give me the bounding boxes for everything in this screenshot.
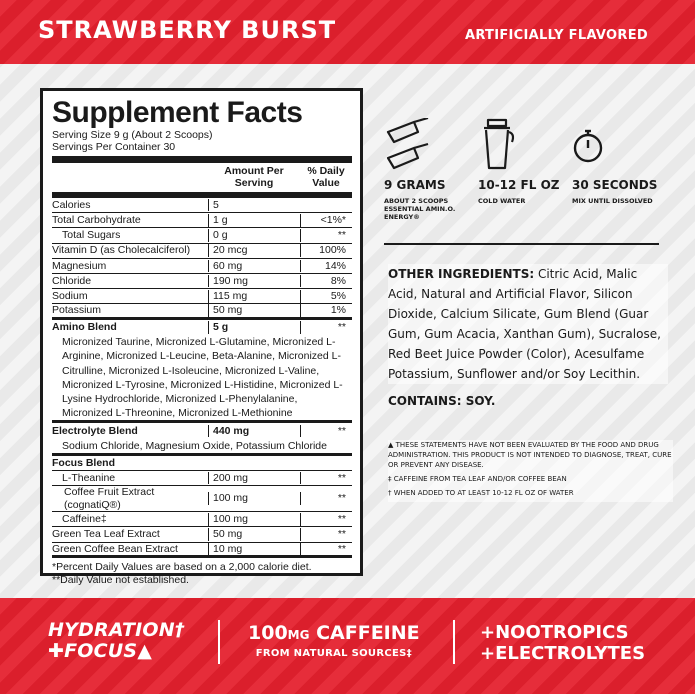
nutrient-name: Calories xyxy=(52,198,91,211)
facts-row xyxy=(52,244,352,259)
facts-row xyxy=(52,228,352,243)
allergen-statement: CONTAINS: SOY. xyxy=(388,394,496,408)
water-detail: COLD WATER xyxy=(478,197,526,205)
nutrient-name: Sodium xyxy=(52,289,88,302)
nutrient-dv: ** xyxy=(300,229,352,242)
facts-row xyxy=(52,198,352,213)
nutrient-dv: ** xyxy=(300,492,352,505)
direction-water xyxy=(478,118,568,205)
nutrient-name: Potassium xyxy=(52,304,102,317)
caffeine-word: CAFFEINE xyxy=(309,622,420,644)
blend-amount: 5 g xyxy=(208,321,300,334)
amino-blend-row xyxy=(52,320,352,335)
blend-name: Electrolyte Blend xyxy=(52,424,138,437)
flavor-name: STRAWBERRY BURST xyxy=(38,16,337,44)
bottom-banner xyxy=(0,598,695,694)
facts-row xyxy=(52,213,352,228)
caffeine-source: FROM NATURAL SOURCES‡ xyxy=(255,648,412,659)
nutrient-name: Vitamin D (as Cholecalciferol) xyxy=(52,244,191,257)
nutrient-name: Green Tea Leaf Extract xyxy=(52,528,160,541)
serving-size: Serving Size 9 g (About 2 Scoops) xyxy=(52,129,213,141)
top-banner xyxy=(0,0,695,64)
facts-row xyxy=(52,274,352,289)
dose-amount: 9 GRAMS xyxy=(384,178,446,192)
nutrient-amount: 5 xyxy=(208,199,300,212)
nutrient-dv: 1% xyxy=(300,304,352,317)
caffeine-callout xyxy=(248,622,420,659)
facts-column-header xyxy=(52,163,352,192)
nutrient-name: Green Coffee Bean Extract xyxy=(52,542,178,555)
nutrient-amount: 60 mg xyxy=(208,260,300,273)
daily-value-header: % Daily Value xyxy=(307,165,345,189)
caffeine-source-note: ‡ CAFFEINE FROM TEA LEAF AND/OR COFFEE BEAN xyxy=(388,475,567,483)
mix-time: 30 SECONDS xyxy=(572,178,658,192)
caffeine-unit: MG xyxy=(287,628,310,642)
shaker-icon xyxy=(478,118,568,172)
nutrient-name: Coffee Fruit Extract (cognatiQ®) xyxy=(64,486,155,511)
nutrient-amount: 200 mg xyxy=(208,472,300,485)
scoop-icon xyxy=(384,118,464,172)
water-note: † WHEN ADDED TO AT LEAST 10-12 FL OZ OF WATER xyxy=(388,489,574,497)
nutrient-dv: 5% xyxy=(300,290,352,303)
directions xyxy=(384,118,659,248)
facts-row xyxy=(52,471,352,486)
nutrient-amount: 100 mg xyxy=(208,492,300,505)
blend-name: Amino Blend xyxy=(52,321,117,334)
nutrient-amount: 0 g xyxy=(208,229,300,242)
thick-divider xyxy=(52,156,352,163)
direction-dose xyxy=(384,118,464,221)
blend-dv: ** xyxy=(300,425,352,438)
dose-detail: ABOUT 2 SCOOPS ESSENTIAL AMIN.O. ENERGY® xyxy=(384,197,456,221)
nutrient-dv: 100% xyxy=(300,244,352,257)
nutrient-dv: 8% xyxy=(300,275,352,288)
facts-row xyxy=(52,486,352,512)
nutrient-dv: ** xyxy=(300,472,352,485)
facts-row xyxy=(52,304,352,320)
other-ingredients-label: OTHER INGREDIENTS: xyxy=(388,267,535,281)
nutrient-dv: ** xyxy=(300,528,352,541)
amount-header: Amount Per Serving xyxy=(224,165,284,189)
water-amount: 10-12 FL OZ xyxy=(478,178,560,192)
nutrient-dv: ** xyxy=(300,543,352,556)
amino-blend-ingredients: Micronized Taurine, Micronized L-Glutamine, Micronized L-Arginine, Micronized L-Leucine, Beta-Alanine, Micronized L-Citrulline, Micronized L-Isoleucine, Micronized L-Valine, Micronized L-Tyrosine, Micronized L-Histidine, Micronized L-Lysine Hydrochloride, Micronized L-Phenylalanine, Micronized L-Threonine, Micronized L-Methionine xyxy=(52,335,352,423)
nutrient-amount: 50 mg xyxy=(208,304,300,317)
facts-row xyxy=(52,259,352,274)
disclaimer-notes xyxy=(388,440,673,502)
facts-row xyxy=(52,527,352,542)
mix-detail: MIX UNTIL DISSOLVED xyxy=(572,197,653,205)
electrolyte-blend-ingredients: Sodium Chloride, Magnesium Oxide, Potassium Chloride xyxy=(52,439,352,456)
flavor-tag: ARTIFICIALLY FLAVORED xyxy=(464,28,648,43)
feature-electrolytes: +ELECTROLYTES xyxy=(480,643,646,664)
footnote-dv: *Percent Daily Values are based on a 2,000 calorie diet. xyxy=(52,561,312,574)
banner-separator xyxy=(218,620,220,664)
nutrient-dv: ** xyxy=(300,513,352,526)
logo-line-focus: ✚FOCUS▲ xyxy=(48,640,153,662)
facts-row xyxy=(52,289,352,304)
caffeine-amount: 100 xyxy=(248,622,288,644)
feature-callout xyxy=(480,622,645,664)
nutrient-name: Total Sugars xyxy=(62,229,121,242)
nutrient-dv: 14% xyxy=(300,260,352,273)
facts-row xyxy=(52,543,352,559)
direction-time xyxy=(572,118,662,205)
directions-divider xyxy=(384,243,659,245)
focus-blend-row xyxy=(52,456,352,471)
nutrient-name: Chloride xyxy=(52,274,92,287)
logo-line-hydration: HYDRATION† xyxy=(48,619,185,641)
supplement-facts-panel xyxy=(40,88,363,587)
nutrient-amount: 1 g xyxy=(208,214,300,227)
nutrient-name: L-Theanine xyxy=(62,471,116,484)
facts-title: Supplement Facts xyxy=(52,96,303,129)
nutrient-amount: 115 mg xyxy=(208,290,300,303)
feature-nootropics: +NOOTROPICS xyxy=(480,622,629,643)
other-ingredients-text: Citric Acid, Malic Acid, Natural and Artificial Flavor, Silicon Dioxide, Calcium Silicate, Gum Blend (Guar Gum, Gum Acacia, Xanthan Gum), Sucralose, Red Beet Juice Powder (Color), Acesulfame Potassium, Sunflower and/or Soy Lecithin. xyxy=(388,267,661,381)
blend-amount: 440 mg xyxy=(208,425,300,438)
facts-row xyxy=(52,512,352,527)
electrolyte-blend-row xyxy=(52,423,352,438)
nutrient-dv: <1%* xyxy=(300,214,352,227)
nutrient-name: Total Carbohydrate xyxy=(52,213,141,226)
stopwatch-icon xyxy=(572,118,662,172)
banner-separator xyxy=(453,620,455,664)
other-ingredients xyxy=(388,264,668,384)
servings-per-container: Servings Per Container 30 xyxy=(52,141,176,153)
nutrient-amount: 20 mcg xyxy=(208,244,300,257)
blend-dv: ** xyxy=(300,321,352,334)
nutrient-name: Magnesium xyxy=(52,259,107,272)
nutrient-amount: 100 mg xyxy=(208,513,300,526)
facts-footnotes xyxy=(52,558,352,587)
nutrient-amount: 50 mg xyxy=(208,528,300,541)
blend-name: Focus Blend xyxy=(52,456,116,469)
footnote-not-established: **Daily Value not established. xyxy=(52,574,189,587)
nutrient-amount: 10 mg xyxy=(208,543,300,556)
nutrient-name: Caffeine‡ xyxy=(62,513,107,526)
hydration-focus-logo xyxy=(48,620,185,662)
fda-disclaimer: ▲ THESE STATEMENTS HAVE NOT BEEN EVALUATED BY THE FOOD AND DRUG ADMINISTRATION. THIS PRODUCT IS NOT INTENDED TO DIAGNOSE, TREAT, CURE OR PREVENT ANY DISEASE. xyxy=(388,441,672,469)
nutrient-amount: 190 mg xyxy=(208,275,300,288)
